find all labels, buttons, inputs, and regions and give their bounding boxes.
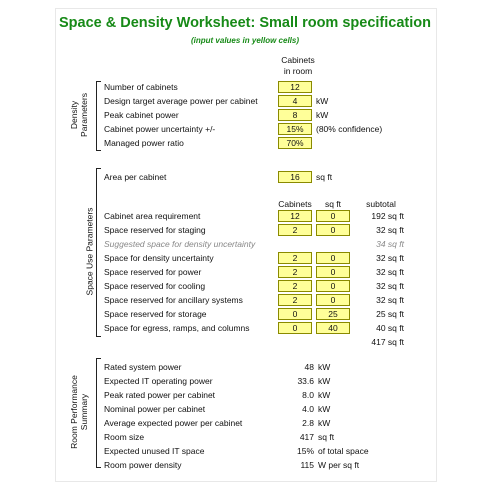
summary-row-value: 2.8 xyxy=(302,418,314,428)
summary-row-unit: W per sq ft xyxy=(318,460,360,470)
space-row-label: Space reserved for ancillary systems xyxy=(104,295,243,305)
space-row-label: Space for egress, ramps, and columns xyxy=(104,323,250,333)
space-row-subtotal: 32 sq ft xyxy=(376,281,404,291)
space-row-sqft-input[interactable]: 0 xyxy=(316,266,350,278)
space-total: 417 sq ft xyxy=(371,337,404,347)
target-power-input[interactable]: 4 xyxy=(278,95,312,107)
space-row-sqft-input[interactable]: 0 xyxy=(316,280,350,292)
summary-row-value: 33.6 xyxy=(297,376,314,386)
peak-power-input[interactable]: 8 xyxy=(278,109,312,121)
summary-row-unit: sq ft xyxy=(318,432,335,442)
space-row-cabinets-input[interactable]: 2 xyxy=(278,266,312,278)
space-row-cabinets-input[interactable]: 2 xyxy=(278,224,312,236)
space-row-cabinets-input[interactable]: 0 xyxy=(278,308,312,320)
space-row-sqft-input[interactable]: 0 xyxy=(316,224,350,236)
suggested-uncertainty-subtotal: 34 sq ft xyxy=(376,239,404,249)
space-row-cabinets-input[interactable]: 2 xyxy=(278,252,312,264)
managed-ratio-input[interactable]: 70% xyxy=(278,137,312,149)
space-row-subtotal: 32 sq ft xyxy=(376,225,404,235)
peak-power-unit: kW xyxy=(316,110,329,120)
space-row-label: Space reserved for storage xyxy=(104,309,207,319)
space-section-label: Space Use Parameters xyxy=(84,207,95,296)
summary-row-value: 8.0 xyxy=(302,390,314,400)
summary-row-value: 15% xyxy=(296,446,314,456)
summary-row-label: Peak rated power per cabinet xyxy=(104,390,216,400)
summary-bracket xyxy=(96,358,101,468)
area-per-cabinet-label: Area per cabinet xyxy=(104,172,167,182)
space-row-subtotal: 32 sq ft xyxy=(376,267,404,277)
summary-row-unit: kW xyxy=(318,362,331,372)
space-row-sqft-input[interactable]: 25 xyxy=(316,308,350,320)
density-label-managed-ratio: Managed power ratio xyxy=(104,138,184,148)
summary-row-value: 417 xyxy=(299,432,314,442)
space-row-cabinets-input[interactable]: 12 xyxy=(278,210,312,222)
summary-row-unit: kW xyxy=(318,390,331,400)
area-per-cabinet-unit: sq ft xyxy=(316,172,333,182)
space-row-label: Space reserved for power xyxy=(104,267,202,277)
space-row-label: Space reserved for cooling xyxy=(104,281,206,291)
summary-section-label: Room Performance Summary xyxy=(69,375,89,449)
space-row-subtotal: 32 sq ft xyxy=(376,253,404,263)
cabinets-input[interactable]: 12 xyxy=(278,81,312,93)
summary-row-label: Room power density xyxy=(104,460,182,470)
density-col-header: Cabinets in room xyxy=(281,55,315,76)
space-col-sqft: sq ft xyxy=(324,199,342,209)
density-label-uncertainty: Cabinet power uncertainty +/- xyxy=(104,124,216,134)
density-label-peak-power: Peak cabinet power xyxy=(104,110,179,120)
summary-row-label: Rated system power xyxy=(104,362,182,372)
space-row-label: Space reserved for staging xyxy=(104,225,206,235)
space-row-subtotal: 192 sq ft xyxy=(371,211,404,221)
space-row-subtotal: 40 sq ft xyxy=(376,323,404,333)
space-row-label: Cabinet area requirement xyxy=(104,211,201,221)
space-col-subtotal: subtotal xyxy=(366,199,396,209)
space-row-sqft-input[interactable]: 0 xyxy=(316,252,350,264)
space-col-cabinets: Cabinets xyxy=(278,199,312,209)
space-row-sqft-input[interactable]: 40 xyxy=(316,322,350,334)
page-subtitle: (input values in yellow cells) xyxy=(190,36,300,45)
density-label-cabinets: Number of cabinets xyxy=(104,82,178,92)
summary-row-unit: kW xyxy=(318,376,331,386)
summary-row-label: Room size xyxy=(104,432,145,442)
page-title: Space & Density Worksheet: Small room specification xyxy=(58,15,431,31)
density-label-target-power: Design target average power per cabinet xyxy=(104,96,258,106)
space-bracket xyxy=(96,168,101,337)
space-row-cabinets-input[interactable]: 2 xyxy=(278,294,312,306)
density-bracket xyxy=(96,81,101,151)
summary-row-unit: of total space xyxy=(318,446,369,456)
space-row-subtotal: 32 sq ft xyxy=(376,295,404,305)
summary-row-value: 115 xyxy=(300,460,314,470)
space-row-sqft-input[interactable]: 0 xyxy=(316,210,350,222)
space-row-subtotal: 25 sq ft xyxy=(376,309,404,319)
target-power-unit: kW xyxy=(316,96,329,106)
summary-row-label: Expected IT operating power xyxy=(104,376,213,386)
summary-row-label: Expected unused IT space xyxy=(104,446,205,456)
space-row-label: Space for density uncertainty xyxy=(104,253,214,263)
density-section-label: Density Parameters xyxy=(69,93,89,137)
uncertainty-confidence-note: (80% confidence) xyxy=(316,124,383,134)
space-row-cabinets-input[interactable]: 0 xyxy=(278,322,312,334)
area-per-cabinet-input[interactable]: 16 xyxy=(278,171,312,183)
space-row-sqft-input[interactable]: 0 xyxy=(316,294,350,306)
summary-row-value: 4.0 xyxy=(302,404,314,414)
uncertainty-input[interactable]: 15% xyxy=(278,123,312,135)
summary-row-label: Average expected power per cabinet xyxy=(104,418,243,428)
suggested-uncertainty-label: Suggested space for density uncertainty xyxy=(104,239,256,249)
summary-row-unit: kW xyxy=(318,404,331,414)
space-row-cabinets-input[interactable]: 2 xyxy=(278,280,312,292)
summary-row-label: Nominal power per cabinet xyxy=(104,404,206,414)
summary-row-unit: kW xyxy=(318,418,331,428)
summary-row-value: 48 xyxy=(304,362,314,372)
